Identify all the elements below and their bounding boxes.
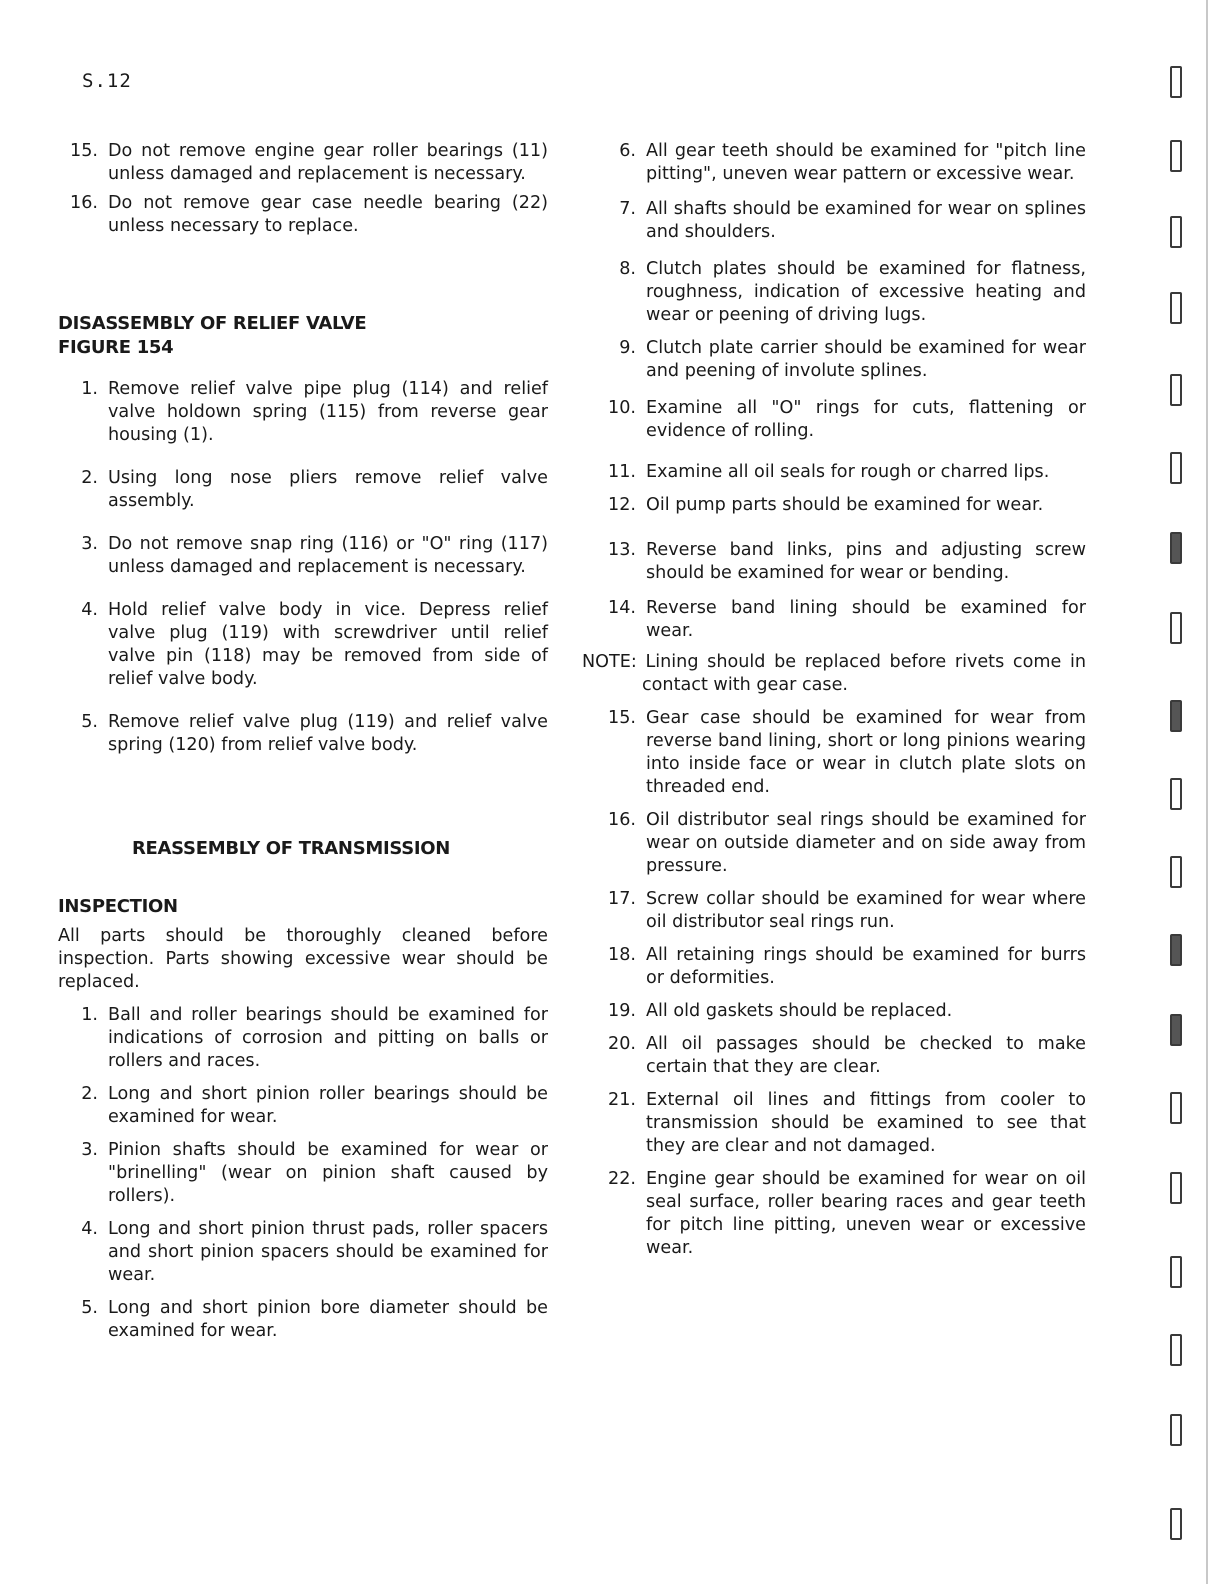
list-item	[58, 192, 548, 238]
list-item	[58, 599, 548, 691]
item-number: 22.	[608, 1169, 636, 1189]
list-item	[58, 467, 548, 513]
item-text: All oil passages should be checked to make certain that they are clear.	[646, 1034, 1086, 1077]
item-text: Long and short pinion thrust pads, roller spacers and short pinion spacers should be examined for wear.	[108, 1219, 548, 1285]
item-number: 10.	[608, 398, 636, 418]
binder-hole-icon	[1170, 532, 1182, 564]
item-text: Using long nose pliers remove relief valve assembly.	[108, 468, 548, 511]
item-text: All gear teeth should be examined for "pitch line pitting", uneven wear pattern or excessive wear.	[646, 141, 1086, 184]
item-text: Long and short pinion roller bearings should be examined for wear.	[108, 1084, 548, 1127]
item-number: 3.	[81, 1140, 98, 1160]
item-number: 7.	[619, 199, 636, 219]
list-item	[596, 888, 1086, 934]
binder-holes-strip	[1164, 0, 1204, 1584]
binder-hole-icon	[1170, 1256, 1182, 1288]
binder-hole-icon	[1170, 216, 1182, 248]
item-text: Ball and roller bearings should be examined for indications of corrosion and pitting on balls or rollers and races.	[108, 1005, 548, 1071]
binder-hole-icon	[1170, 374, 1182, 406]
list-item	[58, 378, 548, 447]
list-item	[596, 707, 1086, 799]
list-item	[58, 1004, 548, 1073]
binder-hole-icon	[1170, 452, 1182, 484]
list-item	[596, 494, 1086, 517]
list-item	[596, 198, 1086, 244]
item-number: 18.	[608, 945, 636, 965]
list-item	[58, 711, 548, 757]
list-item	[596, 258, 1086, 327]
relief-heading-line1: DISASSEMBLY OF RELIEF VALVE	[58, 313, 367, 334]
list-item	[58, 1218, 548, 1287]
list-item	[596, 1168, 1086, 1260]
item-text: Engine gear should be examined for wear on oil seal surface, roller bearing races and gear teeth for pitch line pitting, uneven wear or excessive wear.	[646, 1169, 1086, 1258]
inspection-heading: INSPECTION	[58, 896, 178, 917]
binder-hole-icon	[1170, 1414, 1182, 1446]
binder-hole-icon	[1170, 1508, 1182, 1540]
item-text: Reverse band lining should be examined for wear.	[646, 598, 1086, 641]
item-number: 4.	[81, 1219, 98, 1239]
note-text: NOTE: Lining should be replaced before rivets come in contact with gear case.	[582, 652, 1086, 695]
list-item	[58, 1083, 548, 1129]
list-item	[596, 1000, 1086, 1023]
item-text: All retaining rings should be examined for burrs or deformities.	[646, 945, 1086, 988]
list-item	[58, 533, 548, 579]
item-number: 16.	[608, 810, 636, 830]
list-item	[596, 1033, 1086, 1079]
binder-hole-icon	[1170, 140, 1182, 172]
list-item	[596, 539, 1086, 585]
item-text: Screw collar should be examined for wear where oil distributor seal rings run.	[646, 889, 1086, 932]
page-number: S.12	[82, 70, 132, 92]
item-text: Reverse band links, pins and adjusting screw should be examined for wear or bending.	[646, 540, 1086, 583]
item-number: 12.	[608, 495, 636, 515]
item-text: External oil lines and fittings from cooler to transmission should be examined to see that they are clear and not damaged.	[646, 1090, 1086, 1156]
item-text: Gear case should be examined for wear from reverse band lining, short or long pinions wearing into inside face or wear in clutch plate slots on threaded end.	[646, 708, 1086, 797]
list-item	[596, 397, 1086, 443]
item-number: 1.	[81, 1005, 98, 1025]
binder-hole-icon	[1170, 292, 1182, 324]
item-number: 9.	[619, 338, 636, 358]
item-number: 1.	[81, 379, 98, 399]
list-item	[596, 461, 1086, 484]
item-number: 21.	[608, 1090, 636, 1110]
list-item	[596, 337, 1086, 383]
list-item	[596, 140, 1086, 186]
item-number: 15.	[608, 708, 636, 728]
item-text: Oil pump parts should be examined for wear.	[646, 495, 1044, 515]
list-item	[596, 1089, 1086, 1158]
list-item	[596, 597, 1086, 643]
inspection-intro: All parts should be thoroughly cleaned before inspection. Parts showing excessive wear should be replaced.	[58, 926, 548, 992]
reassembly-heading: REASSEMBLY OF TRANSMISSION	[132, 838, 451, 859]
item-text: Clutch plate carrier should be examined for wear and peening of involute splines.	[646, 338, 1086, 381]
binder-hole-icon	[1170, 856, 1182, 888]
page-edge-line	[1206, 0, 1208, 1584]
item-text: Examine all oil seals for rough or charred lips.	[646, 462, 1050, 482]
item-text: Do not remove snap ring (116) or "O" ring (117) unless damaged and replacement is necessary.	[108, 534, 548, 577]
binder-hole-icon	[1170, 700, 1182, 732]
relief-heading-line2: FIGURE 154	[58, 337, 174, 358]
item-number: 2.	[81, 468, 98, 488]
item-text: Remove relief valve plug (119) and relief valve spring (120) from relief valve body.	[108, 712, 548, 755]
item-text: Hold relief valve body in vice. Depress relief valve plug (119) with screwdriver until relief valve pin (118) may be removed from side of relief valve body.	[108, 600, 548, 689]
item-text: Long and short pinion bore diameter should be examined for wear.	[108, 1298, 548, 1341]
item-number: 17.	[608, 889, 636, 909]
item-number: 8.	[619, 259, 636, 279]
item-text: Remove relief valve pipe plug (114) and relief valve holdown spring (115) from reverse gear housing (1).	[108, 379, 548, 445]
binder-hole-icon	[1170, 1172, 1182, 1204]
item-number: 5.	[81, 712, 98, 732]
binder-hole-icon	[1170, 934, 1182, 966]
list-item	[58, 1297, 548, 1343]
item-text: Pinion shafts should be examined for wear or "brinelling" (wear on pinion shaft caused by rollers).	[108, 1140, 548, 1206]
item-number: 16.	[70, 193, 98, 213]
binder-hole-icon	[1170, 778, 1182, 810]
item-number: 2.	[81, 1084, 98, 1104]
list-item	[58, 1139, 548, 1208]
item-text: All shafts should be examined for wear on splines and shoulders.	[646, 199, 1086, 242]
item-text: Do not remove gear case needle bearing (22) unless necessary to replace.	[108, 193, 548, 236]
binder-hole-icon	[1170, 1092, 1182, 1124]
relief-valve-heading	[58, 312, 548, 360]
item-number: 5.	[81, 1298, 98, 1318]
binder-hole-icon	[1170, 1334, 1182, 1366]
list-item	[596, 944, 1086, 990]
item-number: 13.	[608, 540, 636, 560]
binder-hole-icon	[1170, 1014, 1182, 1046]
item-text: Clutch plates should be examined for flatness, roughness, indication of excessive heating and wear or peening of driving lugs.	[646, 259, 1086, 325]
item-text: All old gaskets should be replaced.	[646, 1001, 953, 1021]
list-item	[596, 809, 1086, 878]
left-column	[58, 140, 548, 1343]
binder-hole-icon	[1170, 612, 1182, 644]
item-number: 19.	[608, 1001, 636, 1021]
list-item	[58, 140, 548, 186]
item-number: 11.	[608, 462, 636, 482]
item-text: Examine all "O" rings for cuts, flattening or evidence of rolling.	[646, 398, 1086, 441]
binder-hole-icon	[1170, 66, 1182, 98]
item-number: 3.	[81, 534, 98, 554]
item-text: Oil distributor seal rings should be examined for wear on outside diameter and on side away from pressure.	[646, 810, 1086, 876]
item-number: 6.	[619, 141, 636, 161]
item-number: 15.	[70, 141, 98, 161]
item-text: Do not remove engine gear roller bearings (11) unless damaged and replacement is necessary.	[108, 141, 548, 184]
right-column	[582, 140, 1086, 1260]
item-number: 4.	[81, 600, 98, 620]
item-number: 14.	[608, 598, 636, 618]
item-number: 20.	[608, 1034, 636, 1054]
